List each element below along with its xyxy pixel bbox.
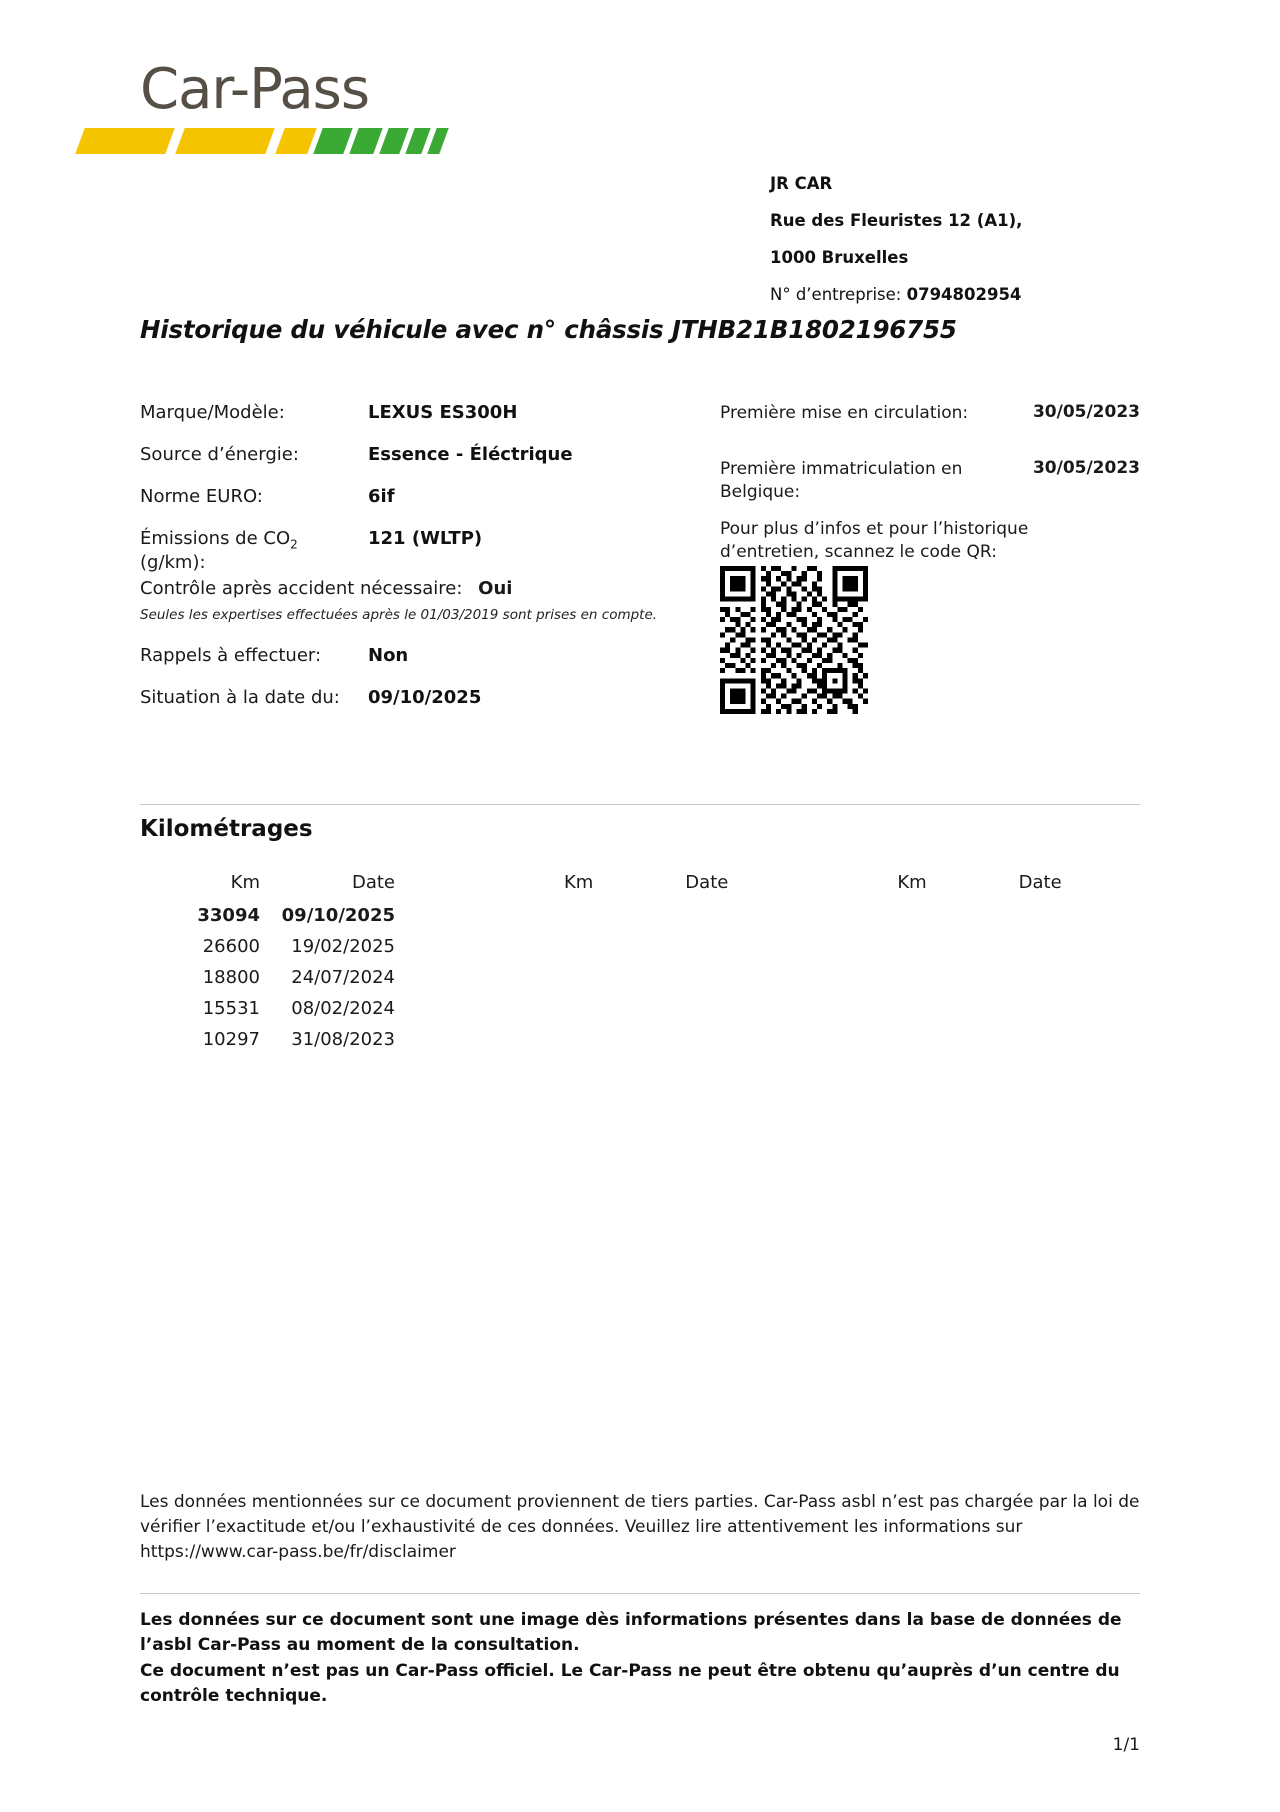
first-registration-value: 30/05/2023 <box>1032 458 1140 478</box>
enterprise-label: N° d’entreprise: <box>770 285 902 304</box>
co2-unit: (g/km): <box>140 551 206 573</box>
mileage-table <box>140 872 1140 1060</box>
mileage-section-title: Kilométrages <box>140 816 313 842</box>
table-row <box>140 998 473 1019</box>
info-row-co2 <box>140 528 720 573</box>
company-street: Rue des Fleuristes 12 (A1), <box>770 211 1023 230</box>
mileage-header-date: Date <box>1018 872 1062 893</box>
mileage-column-1 <box>140 872 473 1060</box>
info-value: 6if <box>368 486 395 507</box>
info-label: Rappels à effectuer: <box>140 645 322 666</box>
info-label: Situation à la date du: <box>140 687 340 708</box>
table-row <box>140 1029 473 1050</box>
co2-label <box>140 528 368 573</box>
mileage-date: 08/02/2024 <box>291 998 395 1019</box>
co2-label-text: Émissions de CO <box>140 528 291 549</box>
section-divider <box>140 804 1140 805</box>
mileage-date: 24/07/2024 <box>291 967 395 988</box>
table-row <box>140 967 473 988</box>
company-block <box>770 165 1022 313</box>
mileage-column-2 <box>473 872 806 1060</box>
first-circulation-label: Première mise en circulation: <box>720 403 969 423</box>
footer-divider <box>140 1593 1140 1594</box>
mileage-header <box>140 872 473 893</box>
table-row <box>140 905 473 926</box>
mileage-date: 31/08/2023 <box>291 1029 395 1050</box>
co2-value: 121 (WLTP) <box>368 528 483 549</box>
car-pass-logo <box>140 57 470 154</box>
mileage-km: 33094 <box>197 905 260 926</box>
info-row <box>140 486 720 507</box>
mileage-header-date: Date <box>351 872 395 893</box>
footer-legal-block <box>140 1608 1145 1709</box>
info-row <box>140 687 720 708</box>
accident-check-note: Seules les expertises effectuées après le 01/03/2019 sont prises en compte. <box>140 607 658 623</box>
accident-check-value: Oui <box>478 578 513 599</box>
mileage-header <box>807 872 1140 893</box>
info-label: Marque/Modèle: <box>140 402 285 423</box>
info-row <box>140 402 720 423</box>
disclaimer-text: Les données mentionnées sur ce document proviennent de tiers parties. Car-Pass asbl n’est pas chargée par la loi de vérifier l’exactitude et/ou l’exhaustivité de ces données. Veuillez lire attentivement les informations sur https://www.car-pass.be/fr/disclaimer <box>140 1492 1140 1562</box>
accident-check-row <box>140 578 512 599</box>
registration-info <box>720 402 1140 518</box>
vehicle-info-table <box>140 402 720 594</box>
mileage-header <box>473 872 806 893</box>
page-number: 1/1 <box>1112 1735 1140 1755</box>
page-title: Historique du véhicule avec n° châssis JTHB21B1802196755 <box>140 315 957 344</box>
mileage-date: 19/02/2025 <box>291 936 395 957</box>
first-registration-row <box>720 458 1140 504</box>
enterprise-number: 0794802954 <box>906 285 1022 304</box>
footer-legal-line-1: Les données sur ce document sont une image dès informations présentes dans la base de données de l’asbl Car-Pass au moment de la consultation. <box>140 1610 1122 1655</box>
info-row <box>140 444 720 465</box>
info-value: Essence - Éléctrique <box>368 444 573 465</box>
logo-wordmark: Car-Pass <box>140 57 369 122</box>
table-row <box>140 936 473 957</box>
info-value: LEXUS ES300H <box>368 402 518 423</box>
mileage-header-km: Km <box>897 872 927 893</box>
qr-code-image <box>720 566 868 714</box>
mileage-column-3 <box>807 872 1140 1060</box>
mileage-columns <box>140 872 1140 1060</box>
mileage-header-km: Km <box>563 872 594 893</box>
logo-stripes <box>140 128 470 154</box>
first-circulation-row <box>720 402 1140 444</box>
info-label: Norme EURO: <box>140 486 263 507</box>
co2-subscript: 2 <box>290 537 298 552</box>
mileage-header-km: Km <box>230 872 260 893</box>
mileage-km: 10297 <box>202 1029 260 1050</box>
footer-legal-line-2: Ce document n’est pas un Car-Pass officiel. Le Car-Pass ne peut être obtenu qu’auprès d’un centre du contrôle technique. <box>140 1661 1120 1706</box>
first-circulation-value: 30/05/2023 <box>1032 402 1140 422</box>
info-row <box>140 645 720 666</box>
first-registration-label: Première immatriculation en Belgique: <box>720 459 963 502</box>
accident-check-label: Contrôle après accident nécessaire: <box>140 578 463 599</box>
mileage-date: 09/10/2025 <box>281 905 395 926</box>
mileage-header-date: Date <box>685 872 729 893</box>
company-enterprise-row <box>770 276 1022 313</box>
mileage-km: 18800 <box>202 967 260 988</box>
vehicle-info-table-2 <box>140 645 720 729</box>
qr-caption: Pour plus d’infos et pour l’historique d’entretien, scannez le code QR: <box>720 519 1029 562</box>
company-city: 1000 Bruxelles <box>770 248 909 267</box>
info-label: Source d’énergie: <box>140 444 299 465</box>
mileage-km: 26600 <box>202 936 260 957</box>
info-value: 09/10/2025 <box>368 687 482 708</box>
info-value: Non <box>368 645 409 666</box>
qr-code[interactable] <box>720 566 868 714</box>
mileage-km: 15531 <box>202 998 260 1019</box>
company-name: JR CAR <box>770 174 833 193</box>
